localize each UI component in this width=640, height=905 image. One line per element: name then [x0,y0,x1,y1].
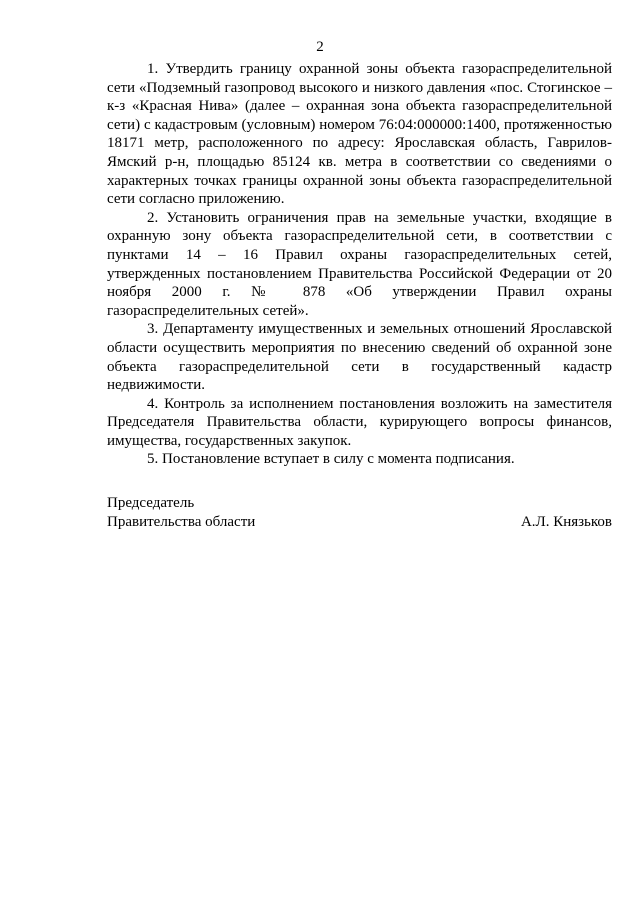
signatory-name: А.Л. Князьков [520,514,612,530]
paragraph-5: 5. Постановление вступает в силу с момента подписания. [147,451,515,468]
paragraph-2: 2. Установить ограничения прав на земельные участки, входящие в охранную зону объекта газораспределительной сети, в соответствии с пунктами 14 – 16 Правил охраны газораспределительных сетей, утвержденных постановлением Правительства Российской Федерации от 20 ноября 2000 г. № 878 «Об утверждении Правил охраны газораспределительных сетей». [107,209,612,319]
signature-row [107,513,612,532]
page-number: 2 [316,39,324,55]
signature-block [107,494,612,532]
paragraph-3: 3. Департаменту имущественных и земельных отношений Ярославской области осуществить мероприятия по внесению сведений об охранной зоне объекта газораспределительной сети в государственный кадастр недвижимости. [107,321,612,394]
signatory-title-line1: Председатель [107,495,195,511]
signatory-title-line2: Правительства области [107,514,256,530]
document-body [107,60,612,469]
paragraph-4: 4. Контроль за исполнением постановления возложить на заместителя Председателя Правительства области, курирующего вопросы финансов, имущества, государственных закупок. [107,395,612,449]
paragraph-1: 1. Утвердить границу охранной зоны объекта газораспределительной сети «Подземный газопровод высокого и низкого давления «пос. Стогинское – к-з «Красная Нива» (далее – охранная зона объекта газораспределительной сети) с кадастровым (условным) номером 76:04:000000:1400, протяженностью 18171 метр, расположенного по адресу: Ярославская область, Гаврилов-Ямский р-н, площадью 85124 кв. метра в соответствии со сведениями о характерных точках границы охранной зоны объекта газораспределительной сети согласно приложению. [107,61,612,208]
